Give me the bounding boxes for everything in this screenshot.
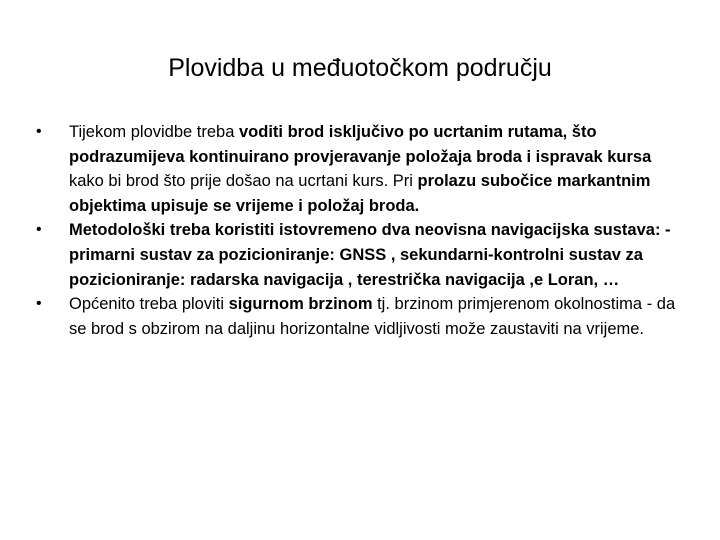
bullet-text-segment: Tijekom plovidbe treba — [69, 123, 239, 141]
bullet-icon: • — [36, 123, 42, 140]
bullet-item — [36, 218, 676, 292]
bullet-text-segment: sigurnom brzinom — [228, 295, 373, 314]
bullet-text-segment: Općenito treba ploviti — [69, 295, 229, 314]
bullet-text-segment: tj. brzinom primjerenom okolnostima - da se brod s obzirom na daljinu horizontalne vidljivosti može zaustaviti na vrijeme. — [69, 295, 676, 338]
bullet-icon: • — [36, 295, 42, 313]
bullet-text-segment: voditi brod isključivo po ucrtanim rutama, što podrazumijeva kontinuirano provjeravanje položaja broda i ispravak kursa — [69, 123, 652, 166]
bullet-text-segment: kako bi brod što prije došao na ucrtani kurs. Pri — [69, 172, 418, 191]
slide-title: Plovidba u međuotočkom području — [168, 54, 552, 82]
bullet-item — [36, 292, 676, 341]
bullet-icon: • — [36, 221, 42, 239]
bullet-list — [36, 120, 676, 341]
bullet-text-segment: Metodološki treba koristiti istovremeno dva neovisna navigacijska sustava: - primarni sustav za pozicioniranje: GNSS , sekundarni-kontrolni sustav za pozicioniranje: radarska navigacija , terestrička navigacija ,e Loran, … — [69, 221, 671, 289]
bullet-text-segment: prolazu subočice markantnim objektima upisuje se vrijeme i položaj broda. — [69, 172, 651, 215]
bullet-item — [36, 120, 676, 218]
